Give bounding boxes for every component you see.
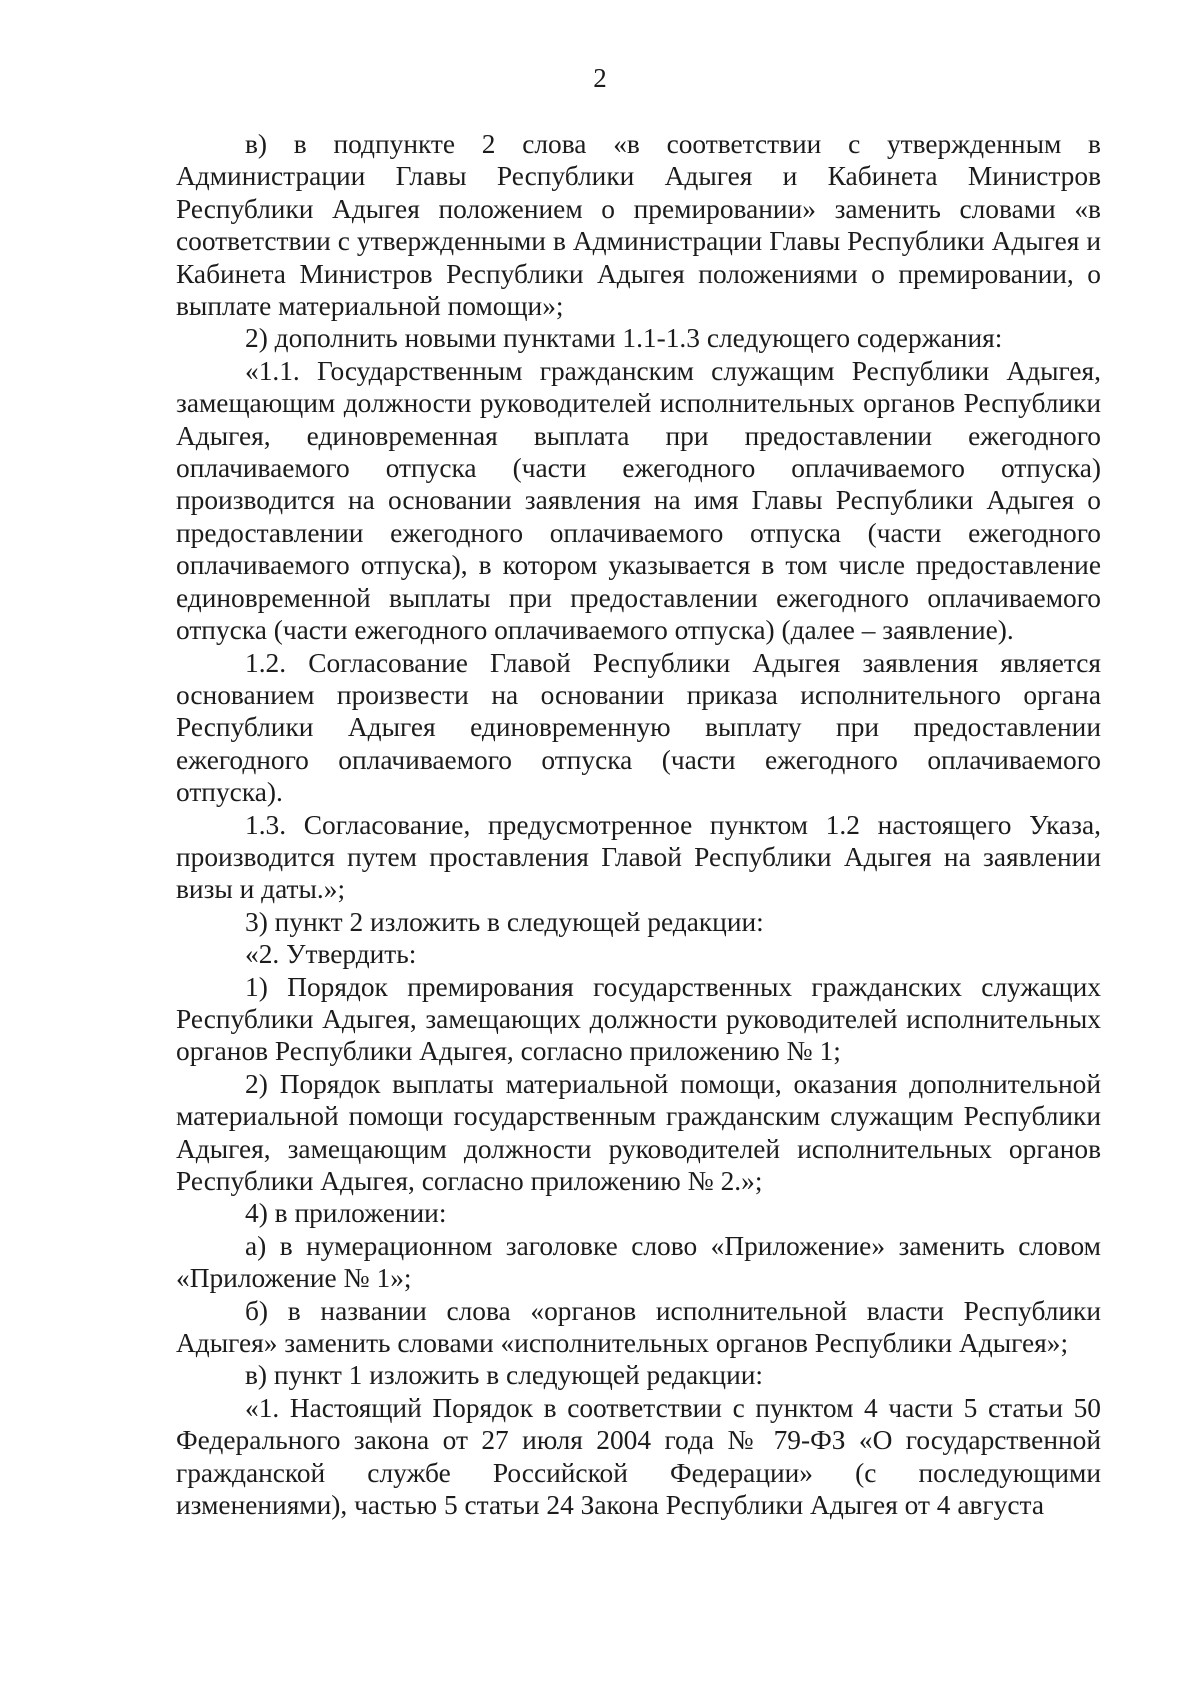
- paragraph-amendment-v-subpoint-2: в) в подпункте 2 слова «в соответствии с утвержденным в Администрации Главы Республики Адыгея и Кабинета Министров Республики Адыгея положением о премировании» заменить словами «в соответствии с утвержденными в Администрации Главы Республики Адыгея и Кабинета Министров Республики Адыгея положениями о премировании, о выплате материальной помощи»;: [176, 129, 1101, 322]
- document-body: [176, 128, 1101, 1521]
- paragraph-appendix-b: б) в названии слова «органов исполнительной власти Республики Адыгея» заменить словами «исполнительных органов Республики Адыгея»;: [176, 1295, 1101, 1359]
- paragraph-approve: «2. Утвердить:: [245, 939, 417, 970]
- paragraph-appendix-v: в) пункт 1 изложить в следующей редакции:: [245, 1360, 764, 1391]
- paragraph-add-points-1-1-1-3: 2) дополнить новыми пунктами 1.1-1.3 следующего содержания:: [245, 323, 1003, 354]
- paragraph-appendix-a: а) в нумерационном заголовке слово «Приложение» заменить словом «Приложение № 1»;: [176, 1230, 1101, 1294]
- paragraph-point-2-new-edition: 3) пункт 2 изложить в следующей редакции:: [245, 906, 764, 937]
- paragraph-in-appendix: 4) в приложении:: [245, 1198, 447, 1229]
- paragraph-point-1-1: «1.1. Государственным гражданским служащим Республики Адыгея, замещающим должности руководителей исполнительных органов Республики Адыгея, единовременная выплата при предоставлении ежегодного оплачиваемого отпуска (части ежегодного оплачиваемого отпуска) производится на основании заявления на имя Главы Республики Адыгея о предоставлении ежегодного оплачиваемого отпуска (части ежегодного оплачиваемого отпуска), в котором указывается в том числе предоставление единовременной выплаты при предоставлении ежегодного оплачиваемого отпуска (части ежегодного оплачиваемого отпуска) (далее – заявление).: [176, 355, 1101, 646]
- paragraph-point-1-2: 1.2. Согласование Главой Республики Адыгея заявления является основанием произвести на основании приказа исполнительного органа Республики Адыгея единовременную выплату при предоставлении ежегодного оплачиваемого отпуска (части ежегодного оплачиваемого отпуска).: [176, 647, 1101, 808]
- paragraph-approve-item-1: 1) Порядок премирования государственных гражданских служащих Республики Адыгея, замещающих должности руководителей исполнительных органов Республики Адыгея, согласно приложению № 1;: [176, 971, 1101, 1067]
- paragraph-approve-item-2: 2) Порядок выплаты материальной помощи, оказания дополнительной материальной помощи государственным гражданским служащим Республики Адыгея, замещающим должности руководителей исполнительных органов Республики Адыгея, согласно приложению № 2.»;: [176, 1068, 1101, 1196]
- page-number: 2: [593, 63, 607, 93]
- paragraph-point-1-3: 1.3. Согласование, предусмотренное пунктом 1.2 настоящего Указа, производится путем проставления Главой Республики Адыгея на заявлении визы и даты.»;: [176, 809, 1101, 905]
- paragraph-point-1-text: «1. Настоящий Порядок в соответствии с пунктом 4 части 5 статьи 50 Федерального закона от 27 июля 2004 года № 79-ФЗ «О государственной гражданской службе Российской Федерации» (с последующими изменениями), частью 5 статьи 24 Закона Республики Адыгея от 4 августа: [176, 1392, 1101, 1521]
